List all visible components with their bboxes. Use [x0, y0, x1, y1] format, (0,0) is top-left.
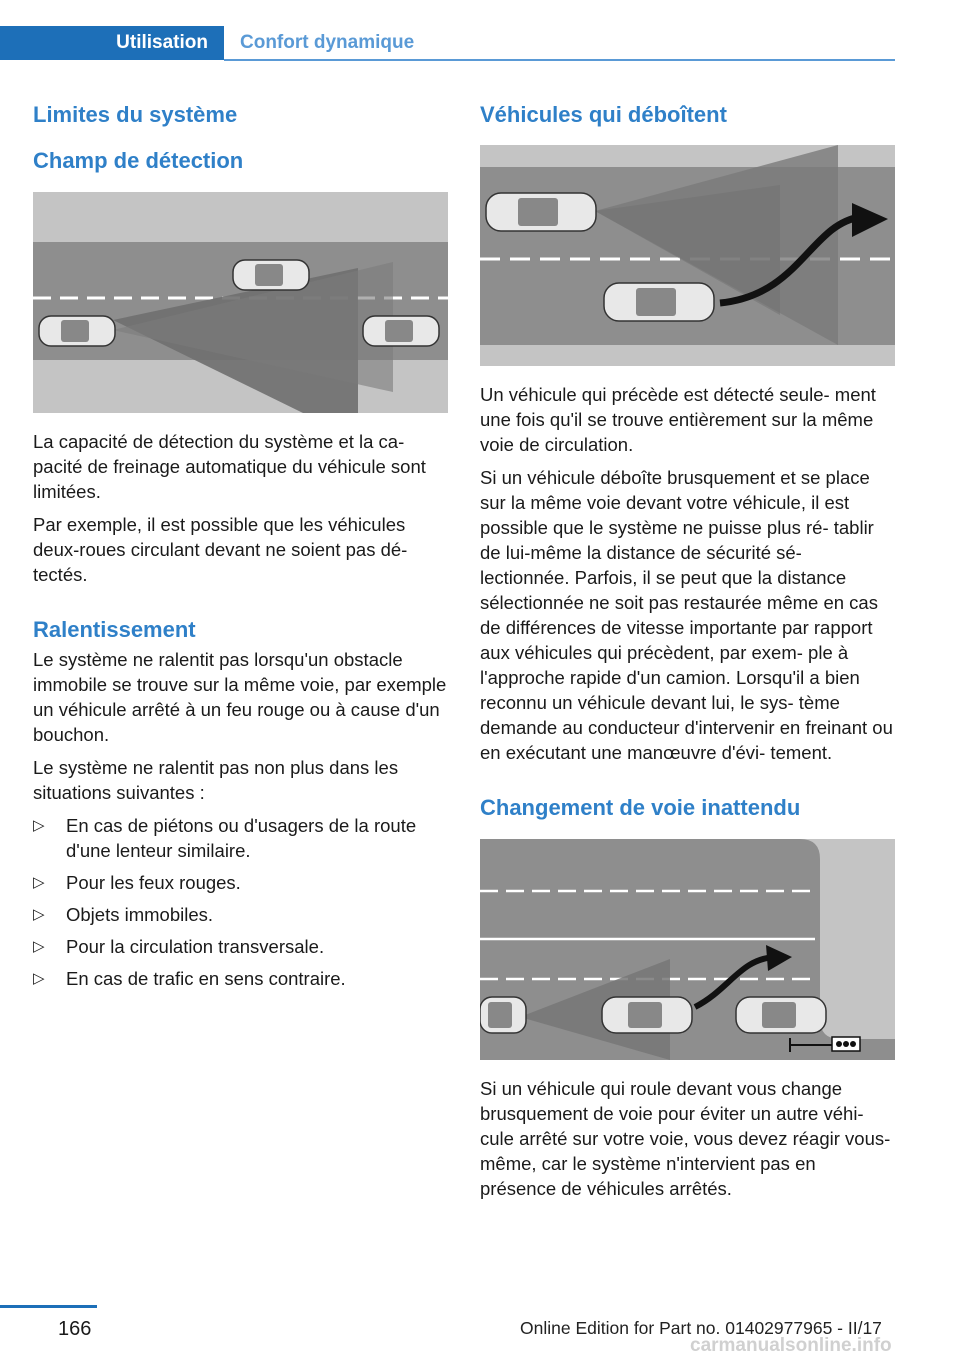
- cut-in-illustration: [480, 145, 895, 366]
- paragraph-no-slowdown: Le système ne ralentit pas lorsqu'un obstacle immobile se trouve sur la même voie, par exemple un véhicule arrêté à un feu rouge ou à cause d'un bouchon.: [33, 649, 447, 746]
- watermark: carmanualsonline.info: [690, 1335, 892, 1356]
- paragraph-lane-change: Si un véhicule qui roule devant vous change brusquement de voie pour éviter un autre véhi‐ cule arrêté sur votre voie, vous devez réagir vous-même, car le système n'intervient pas en présence de véhicules arrêtés.: [480, 1077, 891, 1199]
- paragraph-abrupt-cut-in: Si un véhicule déboîte brusquement et se place sur la même voie devant votre véhicule, il est possible que le système ne puisse plus ré‐ tablir de lui-même la distance de sécurité sé‐ lectionnée. Parfois, il se peut que la distance sélectionnée ne soit pas restaurée même en cas de différences de vitesse importante par rapport aux véhicules qui précèdent, par exem‐ ple à l'approche rapide d'un camion. Lorsqu'il a bien reconnu un véhicule devant lui, le sys‐ tème demande au conducteur d'intervenir en freinant ou en exécutant une manœuvre d'évi‐ tement.: [480, 467, 893, 764]
- left-column: [33, 100, 448, 998]
- paragraph-detected-vehicle: Un véhicule qui précède est détecté seule‐ ment une fois qu'il se trouve entièrement sur la même voie de circulation.: [480, 384, 876, 456]
- paragraph-example: Par exemple, il est possible que les véhicules deux-roues circulant devant ne soient pas dé‐ tectés.: [33, 513, 408, 585]
- bullet-triangle-icon: ▷: [33, 874, 45, 892]
- list-item: ▷ Objets immobiles.: [33, 904, 214, 926]
- car-icon: [736, 997, 826, 1033]
- car-icon: [604, 283, 714, 321]
- paragraph-situations: Le système ne ralentit pas non plus dans les situations suivantes :: [33, 757, 399, 804]
- right-column: [480, 100, 895, 1201]
- car-icon: [480, 997, 526, 1033]
- bullet-triangle-icon: ▷: [33, 817, 45, 835]
- list-item: ▷ Pour la circulation transversale.: [33, 936, 325, 958]
- car-icon: [363, 316, 439, 346]
- car-icon: [233, 260, 309, 290]
- page-number: 166: [58, 1318, 92, 1340]
- car-icon: [486, 193, 596, 231]
- situations-list: [33, 813, 448, 991]
- paragraph-capacity: La capacité de détection du système et la ca‐ pacité de freinage automatique du véhicule sont limitées.: [33, 430, 426, 502]
- bullet-triangle-icon: ▷: [33, 970, 45, 988]
- lane-change-illustration: [480, 839, 895, 1060]
- bullet-triangle-icon: ▷: [33, 938, 45, 956]
- heading-unexpected-lane-change: Changement de voie inattendu: [480, 795, 801, 821]
- car-icon: [39, 316, 115, 346]
- footer-divider: [0, 1305, 97, 1308]
- car-icon: [602, 997, 692, 1033]
- heading-system-limits: Limites du système: [33, 102, 238, 127]
- list-item: ▷ En cas de piétons ou d'usagers de la route d'une lenteur similaire.: [33, 815, 417, 862]
- list-item: ▷ Pour les feux rouges.: [33, 872, 241, 894]
- heading-slowdown: Ralentissement: [33, 616, 196, 642]
- detection-field-illustration: [33, 192, 448, 413]
- header-divider: [224, 59, 895, 61]
- bullet-triangle-icon: ▷: [33, 906, 45, 924]
- edition-text: Online Edition for Part no. 01402977965 - II/17: [520, 1318, 882, 1338]
- heading-cut-in-vehicles: Véhicules qui déboîtent: [480, 102, 727, 127]
- section-tab-confort[interactable]: Confort dynamique: [240, 32, 415, 53]
- heading-detection-field: Champ de détection: [33, 148, 244, 174]
- page-header: [0, 0, 895, 62]
- section-tab-utilisation[interactable]: Utilisation: [0, 26, 224, 60]
- list-item: ▷ En cas de trafic en sens contraire.: [33, 968, 346, 990]
